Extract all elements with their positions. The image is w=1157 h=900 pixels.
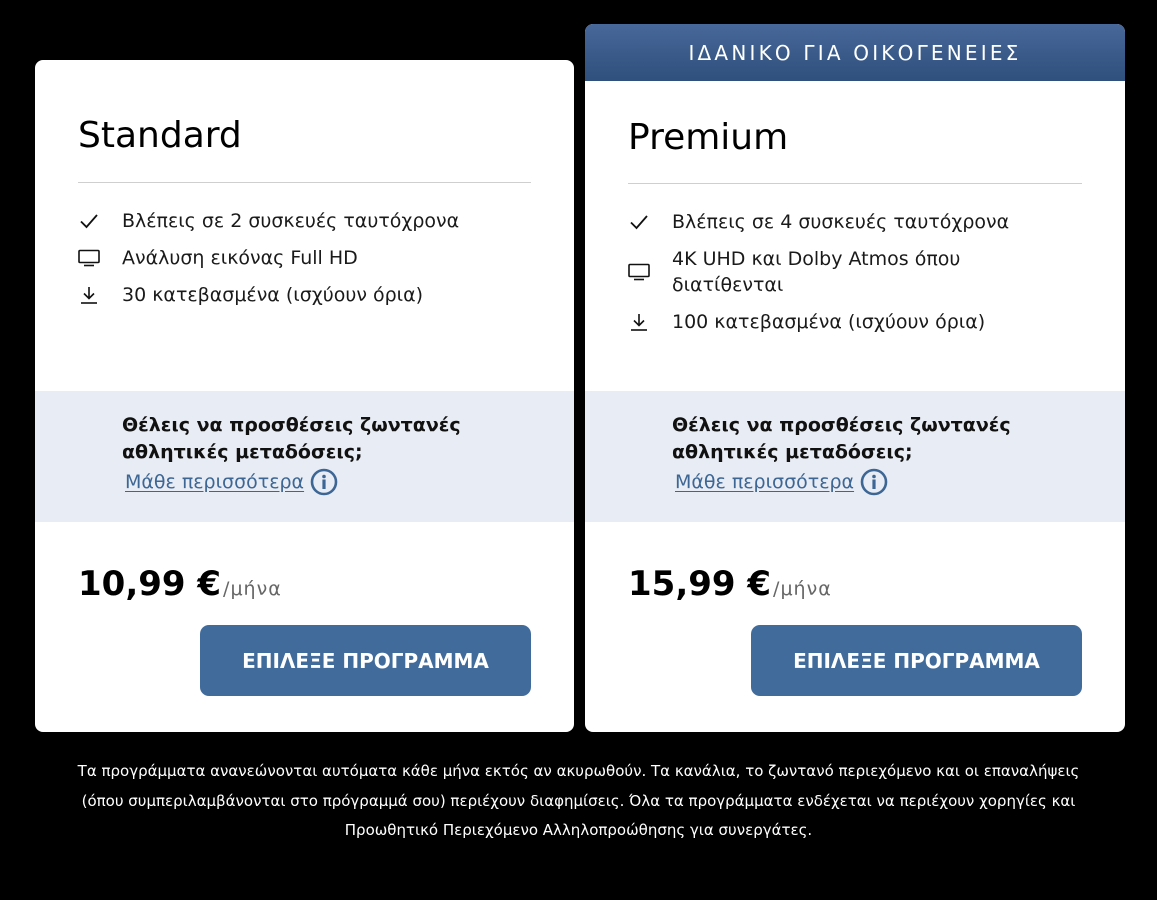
feature-text: Ανάλυση εικόνας Full HD	[122, 247, 358, 269]
monitor-icon	[78, 245, 100, 271]
feature-text: 100 κατεβασμένα (ισχύουν όρια)	[672, 311, 986, 333]
learn-more-link[interactable]	[675, 468, 1125, 496]
check-icon	[78, 208, 100, 234]
sports-addon-panel	[35, 391, 574, 522]
feature-item-devices	[78, 208, 531, 234]
check-icon	[628, 209, 650, 235]
learn-more-link[interactable]	[125, 468, 574, 496]
price-period: /μήνα	[773, 578, 832, 600]
divider	[628, 183, 1082, 184]
select-plan-button-premium[interactable]: ΕΠΙΛΕΞΕ ΠΡΟΓΡΑΜΜΑ	[751, 625, 1082, 696]
select-plan-button-standard[interactable]: ΕΠΙΛΕΞΕ ΠΡΟΓΡΑΜΜΑ	[200, 625, 531, 696]
plan-card-standard	[35, 60, 574, 732]
feature-item-devices	[628, 209, 1082, 235]
price-amount: 15,99 €	[628, 564, 772, 604]
price	[78, 564, 282, 604]
divider	[78, 182, 531, 183]
download-icon	[628, 309, 650, 335]
learn-more-label: Μάθε περισσότερα	[675, 471, 855, 493]
price-amount: 10,99 €	[78, 564, 222, 604]
learn-more-label: Μάθε περισσότερα	[125, 471, 305, 493]
feature-text: Βλέπεις σε 4 συσκευές ταυτόχρονα	[672, 211, 1010, 233]
download-icon	[78, 282, 100, 308]
feature-text: 4K UHD και Dolby Atmos όπου διατίθενται	[672, 248, 961, 296]
legal-footnote: Τα προγράμματα ανανεώνονται αυτόματα κάθε μήνα εκτός αν ακυρωθούν. Τα κανάλια, το ζωντανό περιεχόμενο και οι επαναλήψεις (όπου συμπεριλαμβάνονται στο πρόγραμμά σου) περιέχουν διαφημίσεις. Όλα τα προγράμματα ενδέχεται να περιέχουν χορηγίες και Προωθητικό Περιεχόμενο Αλληλοπροώθησης για συνεργάτες.	[77, 762, 1080, 839]
price-period: /μήνα	[223, 578, 282, 600]
family-banner: ΙΔΑΝΙΚΟ ΓΙΑ ΟΙΚΟΓΕΝΕΙΕΣ	[585, 24, 1125, 81]
info-icon[interactable]	[310, 468, 338, 496]
plan-name: Standard	[78, 115, 242, 156]
feature-item-resolution	[78, 245, 531, 271]
info-icon[interactable]	[860, 468, 888, 496]
plan-card-premium	[585, 24, 1125, 732]
sports-question: Θέλεις να προσθέσεις ζωντανές αθλητικές μεταδόσεις;	[122, 414, 461, 463]
feature-list	[628, 209, 1082, 335]
plan-name: Premium	[628, 117, 789, 158]
feature-item-resolution	[628, 246, 1082, 298]
feature-item-downloads	[628, 309, 1082, 335]
feature-item-downloads	[78, 282, 531, 308]
feature-text: 30 κατεβασμένα (ισχύουν όρια)	[122, 284, 424, 306]
feature-text: Βλέπεις σε 2 συσκευές ταυτόχρονα	[122, 210, 460, 232]
price	[628, 564, 832, 604]
monitor-icon	[628, 259, 650, 285]
sports-addon-panel	[585, 391, 1125, 522]
feature-list	[78, 208, 531, 308]
sports-question: Θέλεις να προσθέσεις ζωντανές αθλητικές μεταδόσεις;	[672, 414, 1011, 463]
